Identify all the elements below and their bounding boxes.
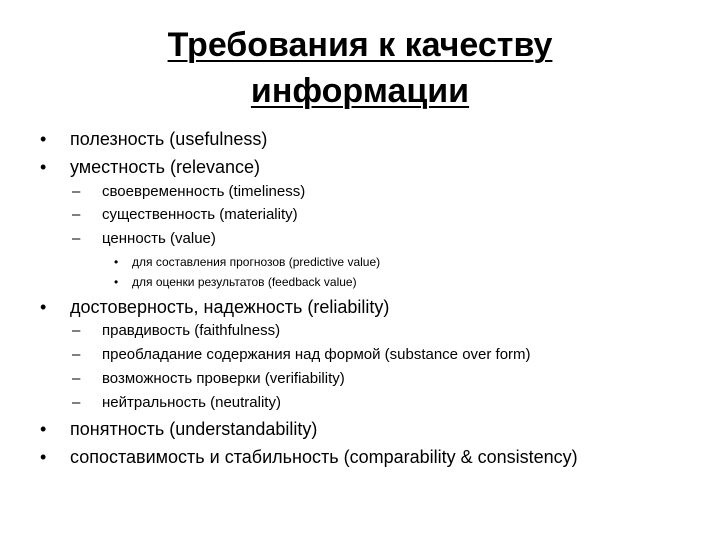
sub-item-text: преобладание содержания над формой (substance over form) <box>102 346 531 363</box>
bullet-marker: • <box>40 157 47 177</box>
bullet-text: уместность (relevance) <box>70 157 261 177</box>
dash-marker: – <box>72 322 81 339</box>
sub-item-text: ценность (value) <box>102 230 216 247</box>
bullet-text: понятность (understandability) <box>70 419 318 439</box>
dash-marker: – <box>72 183 81 200</box>
bullet-marker: • <box>40 129 47 149</box>
dash-marker: – <box>72 346 81 363</box>
bullet-marker: • <box>114 255 119 269</box>
sub-sub-item-text: для оценки результатов (feedback value) <box>132 275 357 289</box>
bullet-marker: • <box>40 419 47 439</box>
sub-item-text: своевременность (timeliness) <box>102 183 306 200</box>
dash-marker: – <box>72 370 81 387</box>
sub-item-text: правдивость (faithfulness) <box>102 322 281 339</box>
slide-title-line-2: информации <box>250 72 470 110</box>
sub-item-text: нейтральность (neutrality) <box>102 394 281 411</box>
dash-marker: – <box>72 394 81 411</box>
slide-title <box>90 22 630 114</box>
bullet-text: полезность (usefulness) <box>70 129 268 149</box>
bullet-marker: • <box>114 275 119 289</box>
sub-item-text: возможность проверки (verifiability) <box>102 370 345 387</box>
sub-item-text: существенность (materiality) <box>102 206 298 223</box>
bullet-text: достоверность, надежность (reliability) <box>70 297 390 317</box>
dash-marker: – <box>72 230 81 247</box>
bullet-marker: • <box>40 447 47 467</box>
slide-title-line-1: Требования к качеству <box>167 26 553 64</box>
bullet-marker: • <box>40 297 47 317</box>
sub-sub-item-text: для составления прогнозов (predictive value) <box>132 255 381 269</box>
bullet-text: сопоставимость и стабильность (comparability & consistency) <box>70 447 578 467</box>
dash-marker: – <box>72 206 81 223</box>
